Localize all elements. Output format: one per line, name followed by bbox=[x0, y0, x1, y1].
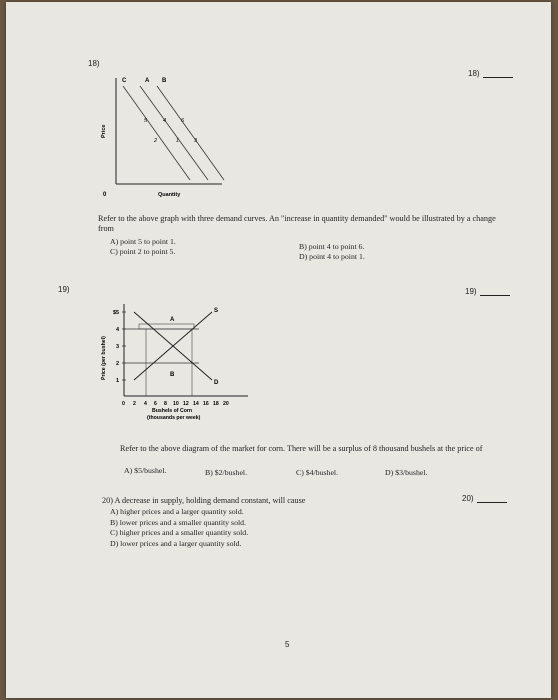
q20-question-text: 20) A decrease in supply, holding demand constant, will cause bbox=[102, 496, 306, 505]
q19-x-axis-label: Bushels of Corn bbox=[152, 408, 193, 414]
q18-curve-label: C bbox=[122, 78, 127, 84]
q18-curve-label: A bbox=[145, 78, 150, 84]
q19-option-d[interactable]: D) $3/bushel. bbox=[385, 468, 428, 477]
q20-blank-label: 20) bbox=[462, 494, 474, 503]
q18-demand-curve-a bbox=[140, 86, 208, 180]
q19-option-c[interactable]: C) $4/bushel. bbox=[296, 468, 339, 477]
q18-option-d[interactable]: D) point 4 to point 1. bbox=[299, 252, 365, 261]
q20-option-a[interactable]: A) higher prices and a larger quantity sold. bbox=[110, 507, 244, 516]
q18-option-a[interactable]: A) point 5 to point 1. bbox=[110, 237, 176, 246]
q19-x-tick: 14 bbox=[193, 401, 199, 407]
q19-x-tick: 16 bbox=[203, 401, 209, 407]
q19-y-tick: $5 bbox=[113, 310, 120, 316]
q18-option-b[interactable]: B) point 4 to point 6. bbox=[299, 242, 365, 251]
q18-blank-label: 18) bbox=[468, 69, 480, 78]
q19-number: 19) bbox=[58, 285, 70, 294]
q20-option-b[interactable]: B) lower prices and a smaller quantity sold. bbox=[110, 517, 246, 527]
q19-x-tick: 18 bbox=[213, 401, 219, 407]
q18-point-label: 5 bbox=[144, 118, 148, 124]
q18-point-label: 2 bbox=[154, 138, 158, 144]
q19-y-tick: 4 bbox=[116, 327, 120, 333]
q18-origin-label: 0 bbox=[103, 192, 107, 198]
q19-label-b: B bbox=[170, 372, 175, 378]
q18-demand-curve-b bbox=[157, 86, 224, 180]
q19-y-tick: 2 bbox=[116, 361, 120, 367]
q18-answer-blank[interactable] bbox=[468, 69, 513, 78]
q19-blank-label: 19) bbox=[465, 287, 477, 296]
q19-option-a[interactable]: A) $5/bushel. bbox=[124, 466, 167, 475]
exam-page bbox=[6, 2, 551, 698]
q18-number: 18) bbox=[88, 59, 100, 68]
q18-y-axis-label: Price bbox=[101, 124, 107, 138]
q19-supply-demand-graph bbox=[94, 298, 254, 428]
q19-surplus-bracket bbox=[139, 324, 194, 329]
q19-question-text: Refer to the above diagram of the market for corn. There will be a surplus of 8 thousand bushels at the price of bbox=[120, 444, 483, 453]
page-number: 5 bbox=[285, 640, 290, 649]
q19-x-tick: 8 bbox=[164, 401, 167, 407]
q20-option-c[interactable]: C) higher prices and a smaller quantity sold. bbox=[110, 528, 249, 537]
q18-point-label: 6 bbox=[181, 118, 185, 124]
q18-point-label: 3 bbox=[194, 138, 198, 144]
q18-x-axis-label: Quantity bbox=[158, 192, 181, 198]
q18-point-label: 1 bbox=[176, 138, 180, 144]
q19-option-b[interactable]: B) $2/bushel. bbox=[205, 468, 248, 477]
q19-y-tick: 1 bbox=[116, 378, 120, 384]
q19-label-d: D bbox=[214, 380, 219, 386]
q20-options bbox=[110, 507, 248, 549]
q19-x-tick: 12 bbox=[183, 401, 189, 407]
q18-question-text: Refer to the above graph with three demand curves. An "increase in quantity demanded" would be illustrated by a change from bbox=[98, 214, 496, 233]
q18-option-c[interactable]: C) point 2 to point 5. bbox=[110, 247, 176, 256]
q19-x-tick: 2 bbox=[133, 401, 136, 407]
q19-x-tick: 4 bbox=[144, 401, 147, 407]
q18-demand-graph bbox=[90, 72, 230, 200]
q19-x-tick: 6 bbox=[154, 401, 157, 407]
q18-demand-curve-c bbox=[123, 86, 190, 180]
q18-point-label: 4 bbox=[163, 118, 167, 124]
q20-answer-blank[interactable] bbox=[462, 494, 507, 503]
q19-y-tick: 3 bbox=[116, 344, 120, 350]
q19-answer-blank[interactable] bbox=[465, 287, 510, 296]
q19-y-axis-label: Price (per bushel) bbox=[101, 336, 107, 380]
q19-x-tick: 0 bbox=[122, 401, 125, 407]
q19-label-a: A bbox=[170, 317, 175, 323]
q19-label-s: S bbox=[214, 308, 219, 314]
q19-x-tick: 10 bbox=[173, 401, 179, 407]
q19-x-axis-label-units: (thousands per week) bbox=[147, 415, 201, 421]
q18-curve-label: B bbox=[162, 78, 167, 84]
q19-x-tick: 20 bbox=[223, 401, 229, 407]
q20-option-d[interactable]: D) lower prices and a larger quantity sold. bbox=[110, 538, 242, 548]
